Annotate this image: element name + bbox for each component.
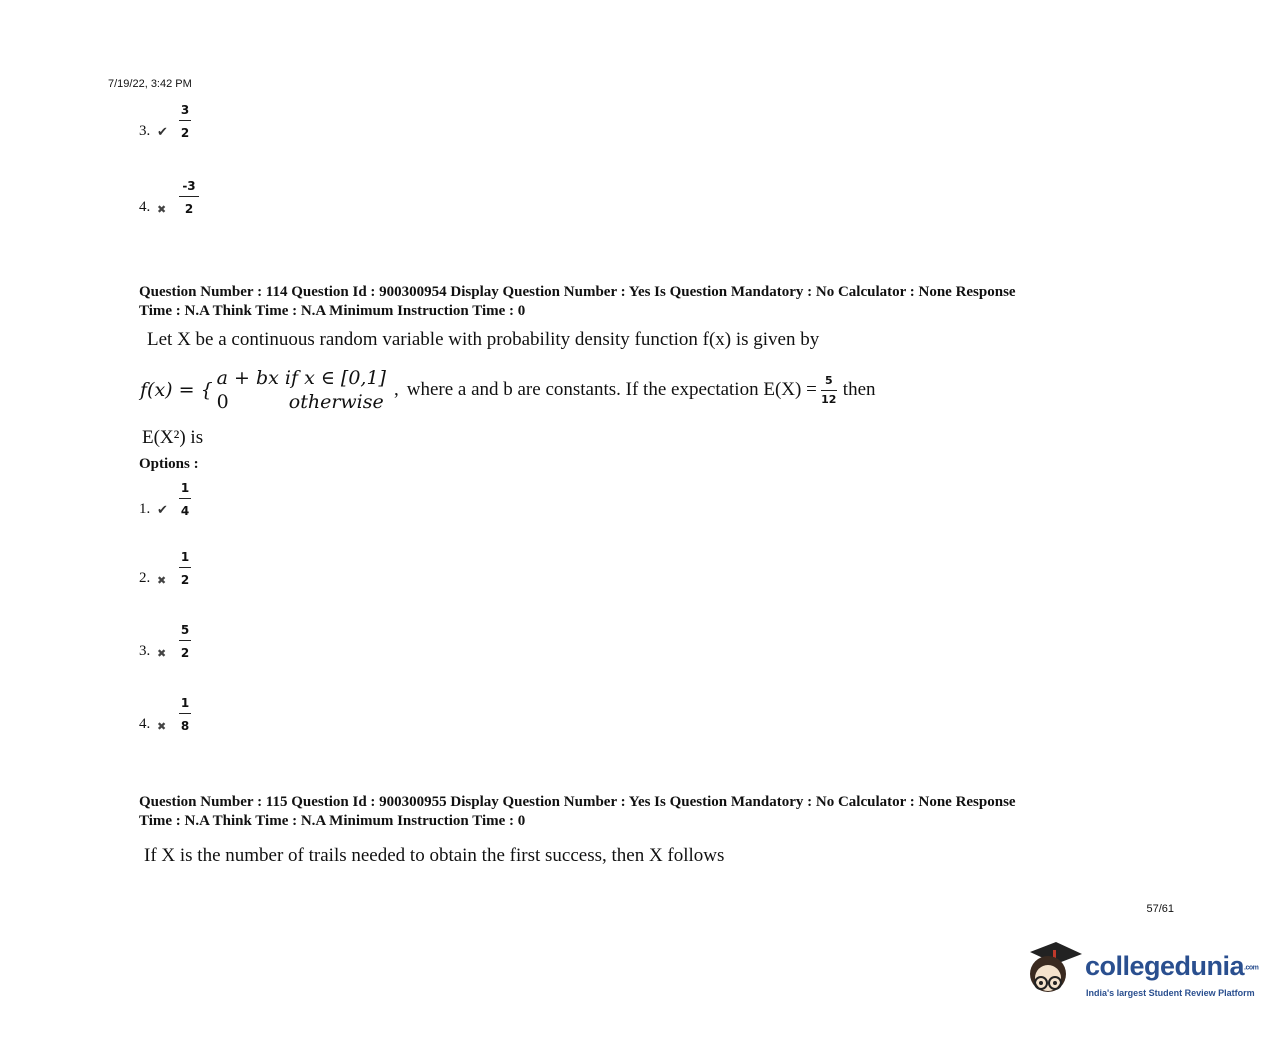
numerator: 1 <box>180 481 190 495</box>
option-2 <box>139 550 191 587</box>
options-label: Options : <box>139 456 199 472</box>
denominator: 4 <box>180 504 190 518</box>
question-114-pdf: f(x) = { a + bx if x ∈ [0,1] 0 otherwise , where a and b are constants. If the expectation E(X) = $\frac{5}{12}$ then <box>140 367 876 413</box>
expectation-fraction <box>821 374 837 407</box>
question-114-stem: Let X be a continuous random variable with probability density function f(x) is given by <box>147 329 820 350</box>
option-4 <box>139 696 191 733</box>
option-number: 4. <box>139 199 151 215</box>
option-number: 4. <box>139 716 151 732</box>
meta-line: Time : N.A Think Time : N.A Minimum Instruction Time : 0 <box>139 813 526 829</box>
option-1 <box>139 481 191 518</box>
check-icon: ✔ <box>157 125 168 140</box>
question-114-then: then <box>842 379 876 400</box>
question-114-ask: E(X²) is <box>142 427 204 448</box>
cross-icon: ✖ <box>157 203 167 216</box>
meta-line: Question Number : 115 Question Id : 900300955 Display Question Number : Yes Is Question Mandatory : No Calculator : None Response <box>139 794 1016 810</box>
denominator: 2 <box>184 202 194 216</box>
option-number: 1. <box>139 501 151 517</box>
numerator: 3 <box>180 103 190 117</box>
numerator: 5 <box>180 623 190 637</box>
question-114-condition: where a and b are constants. If the expectation E(X) = <box>406 379 817 400</box>
logo-text: collegedunia <box>1085 951 1245 981</box>
question-115-meta <box>139 793 1169 831</box>
option-fraction <box>179 696 191 733</box>
case-2-value: 0 <box>216 391 229 413</box>
denominator: 2 <box>180 573 190 587</box>
logo-tagline: India's largest Student Review Platform <box>1086 988 1255 998</box>
prev-option-3 <box>139 103 191 140</box>
option-number: 3. <box>139 123 151 139</box>
logo-suffix: .com <box>1244 964 1259 972</box>
meta-line: Question Number : 114 Question Id : 900300954 Display Question Number : Yes Is Question Mandatory : No Calculator : None Response <box>139 284 1016 300</box>
collegedunia-logo <box>1085 951 1258 982</box>
question-115-stem: If X is the number of trails needed to obtain the first success, then X follows <box>144 845 725 866</box>
case-1: a + bx if x ∈ [0,1] <box>216 367 386 389</box>
piecewise-cases <box>217 366 386 414</box>
cross-icon: ✖ <box>157 574 167 587</box>
numerator: 1 <box>180 550 190 564</box>
denominator: 8 <box>180 719 190 733</box>
prev-option-4 <box>139 179 199 216</box>
fx-label: f(x) = { <box>140 379 213 401</box>
meta-line: Time : N.A Think Time : N.A Minimum Instruction Time : 0 <box>139 303 526 319</box>
option-fraction <box>179 103 191 140</box>
numerator: -3 <box>182 179 196 193</box>
option-fraction <box>179 481 191 518</box>
option-number: 3. <box>139 643 151 659</box>
denominator: 2 <box>180 646 190 660</box>
option-fraction <box>179 550 191 587</box>
option-number: 2. <box>139 570 151 586</box>
print-timestamp: 7/19/22, 3:42 PM <box>108 78 192 90</box>
option-fraction <box>179 623 191 660</box>
denominator: 12 <box>821 392 837 406</box>
case-2-condition: otherwise <box>288 391 384 413</box>
graduate-mascot-icon <box>1024 940 1084 1002</box>
option-fraction <box>179 179 199 216</box>
check-icon: ✔ <box>157 503 168 518</box>
page-number: 57/61 <box>1146 903 1174 915</box>
cross-icon: ✖ <box>157 720 167 733</box>
cross-icon: ✖ <box>157 647 167 660</box>
numerator: 5 <box>824 373 833 387</box>
option-3 <box>139 623 191 660</box>
question-114-meta <box>139 283 1169 321</box>
numerator: 1 <box>180 696 190 710</box>
denominator: 2 <box>180 126 190 140</box>
